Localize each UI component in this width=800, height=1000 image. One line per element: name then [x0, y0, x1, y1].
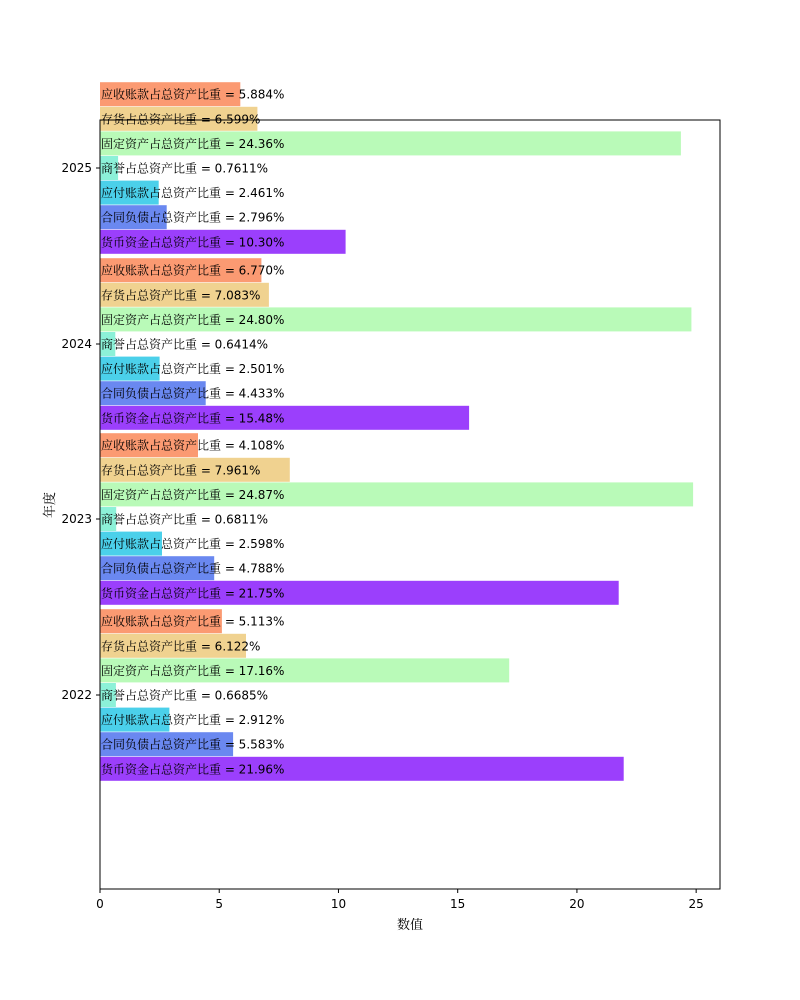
y-tick-label: 2024 [61, 337, 92, 351]
data-label: 应收账款占总资产比重 = 4.108% [101, 438, 285, 453]
data-labels-layer [101, 87, 284, 777]
data-label: 应收账款占总资产比重 = 5.884% [101, 87, 285, 102]
data-label: 存货占总资产比重 = 7.961% [101, 463, 261, 478]
data-label: 应付账款占总资产比重 = 2.501% [101, 362, 285, 377]
data-label: 应付账款占总资产比重 = 2.598% [101, 537, 285, 552]
data-label: 存货占总资产比重 = 7.083% [101, 288, 261, 303]
data-label: 存货占总资产比重 = 6.599% [101, 112, 261, 127]
data-label: 固定资产占总资产比重 = 24.36% [101, 136, 285, 151]
x-axis-label: 数值 [396, 918, 424, 933]
data-label: 合同负债占总资产比重 = 4.433% [101, 386, 285, 401]
y-axis-label: 年度 [43, 491, 58, 519]
data-label: 商誉占总资产比重 = 0.6811% [101, 512, 269, 527]
data-label: 商誉占总资产比重 = 0.7611% [101, 161, 269, 176]
x-tick-label: 10 [330, 897, 347, 911]
data-label: 应收账款占总资产比重 = 6.770% [101, 263, 285, 278]
data-label: 应付账款占总资产比重 = 2.461% [101, 186, 285, 201]
data-label: 商誉占总资产比重 = 0.6414% [101, 337, 269, 352]
data-label: 合同负债占总资产比重 = 4.788% [101, 561, 285, 576]
x-tick-label: 15 [450, 897, 466, 911]
data-label: 固定资产占总资产比重 = 24.80% [101, 312, 285, 327]
data-label: 货币资金占总资产比重 = 15.48% [101, 411, 285, 426]
data-label: 应付账款占总资产比重 = 2.912% [101, 713, 285, 728]
data-label: 货币资金占总资产比重 = 10.30% [101, 235, 285, 250]
x-tick-label: 5 [215, 897, 224, 911]
data-label: 货币资金占总资产比重 = 21.96% [101, 762, 285, 777]
data-label: 应收账款占总资产比重 = 5.113% [101, 614, 285, 629]
y-tick-label: 2025 [61, 161, 92, 175]
x-axis [96, 889, 704, 911]
data-label: 货币资金占总资产比重 = 21.75% [101, 586, 285, 601]
y-axis [61, 161, 100, 702]
y-tick-label: 2022 [61, 688, 92, 702]
data-label: 合同负债占总资产比重 = 5.583% [101, 737, 285, 752]
x-tick-label: 0 [96, 897, 104, 911]
x-tick-label: 25 [688, 897, 704, 911]
data-label: 合同负债占总资产比重 = 2.796% [101, 210, 285, 225]
data-label: 商誉占总资产比重 = 0.6685% [101, 688, 269, 703]
x-tick-label: 20 [569, 897, 585, 911]
data-label: 固定资产占总资产比重 = 24.87% [101, 487, 285, 502]
y-tick-label: 2023 [61, 512, 92, 526]
data-label: 存货占总资产比重 = 6.122% [101, 639, 261, 654]
data-label: 固定资产占总资产比重 = 17.16% [101, 663, 285, 678]
